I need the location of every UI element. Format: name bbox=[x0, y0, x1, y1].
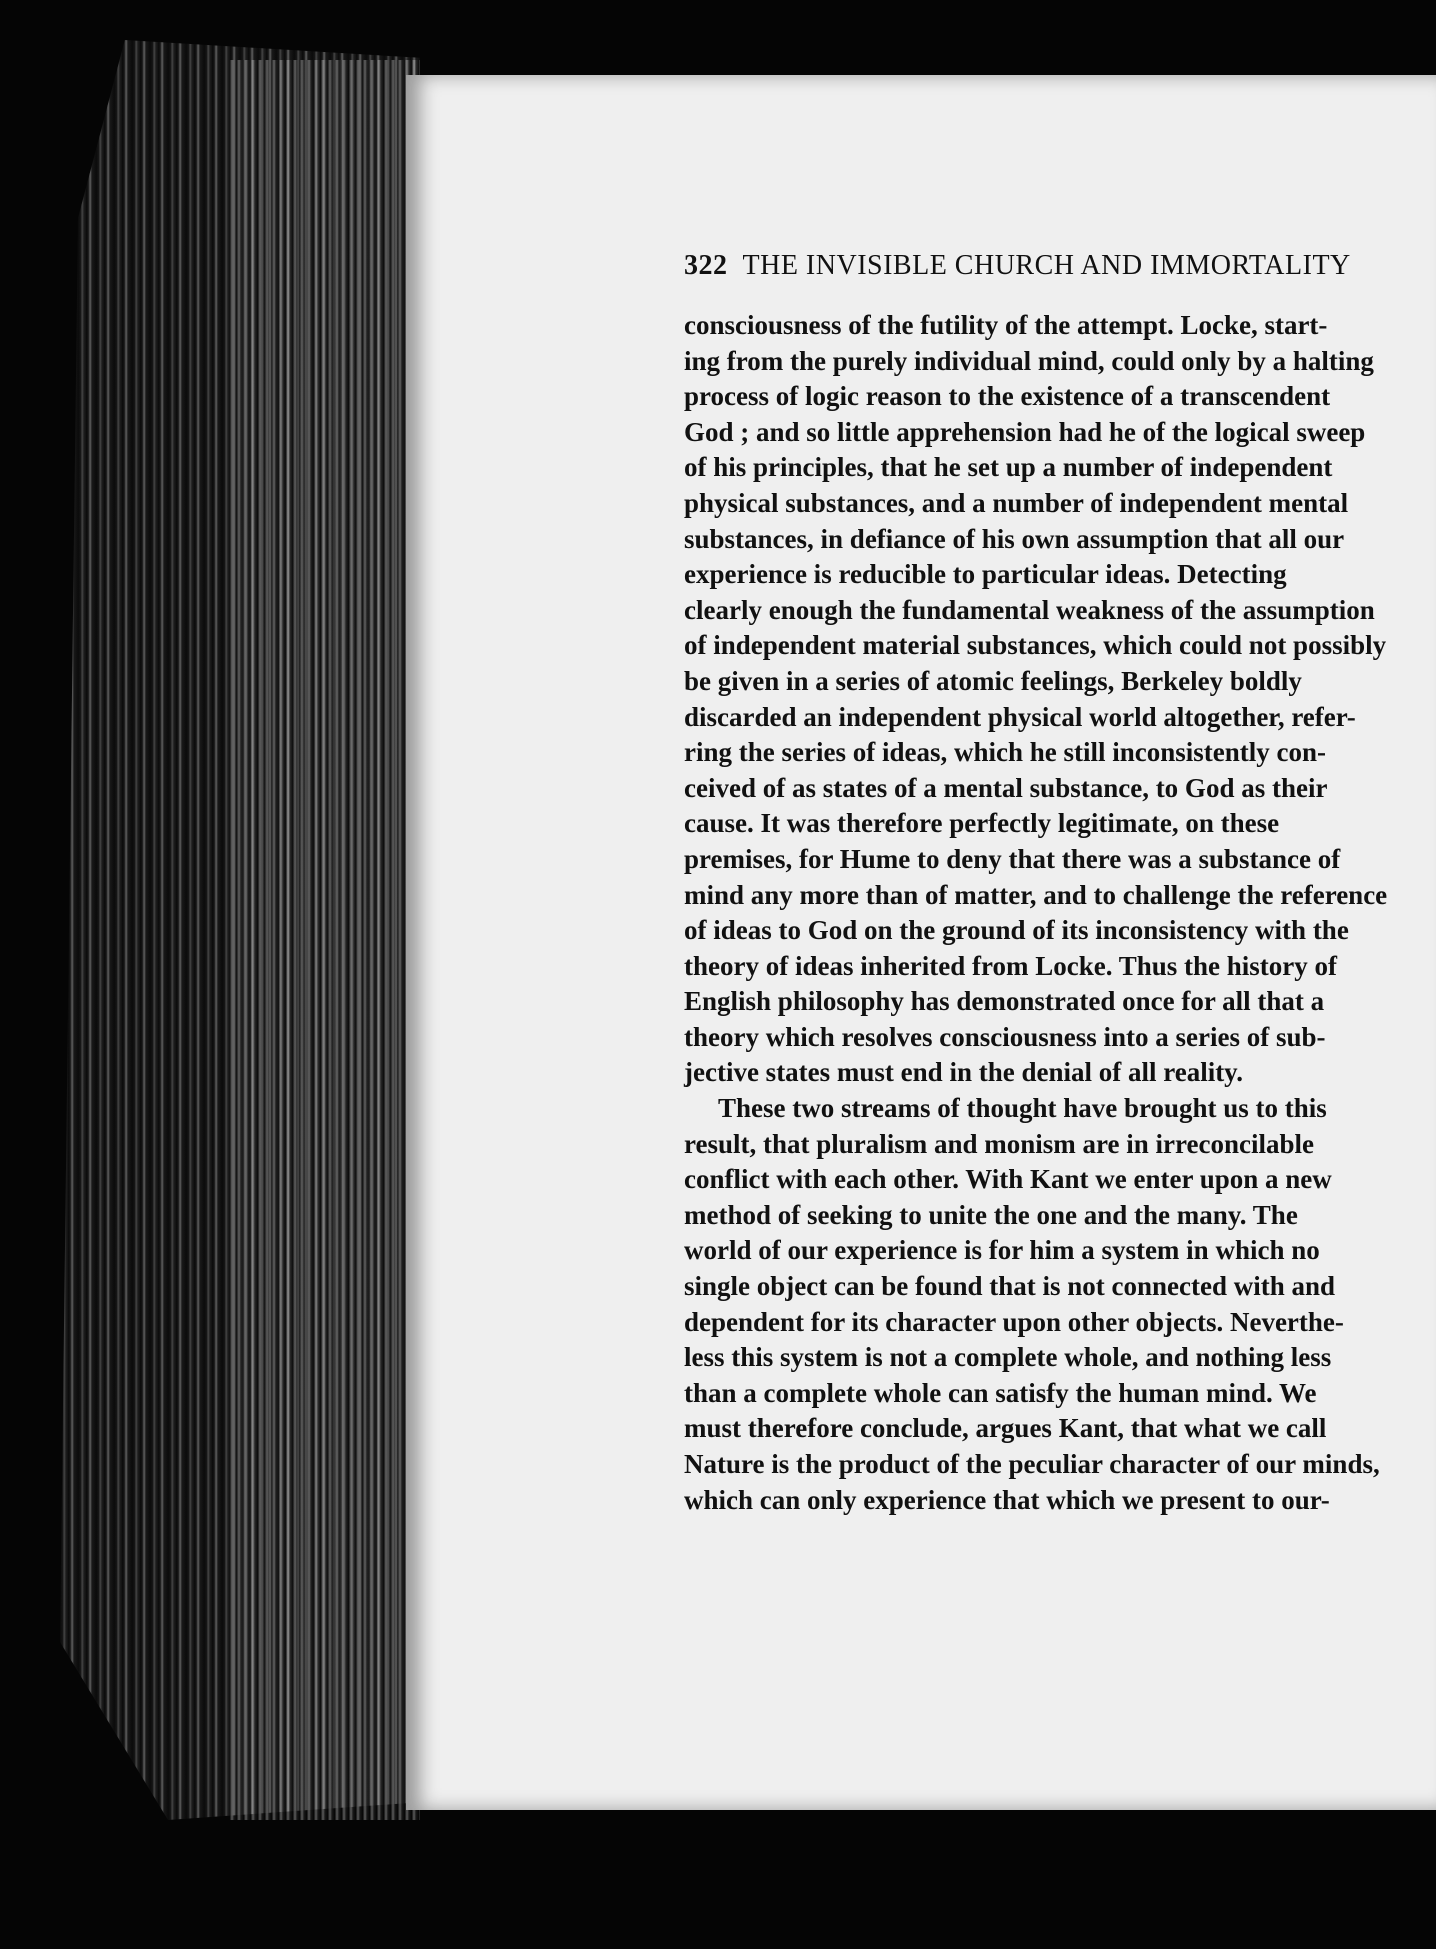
text-line: discarded an independent physical world altogether, refer- bbox=[684, 701, 1356, 732]
text-line: experience is reducible to particular ideas. Detecting bbox=[684, 559, 1287, 590]
text-line: substances, in defiance of his own assumption that all our bbox=[684, 523, 1345, 554]
page-number: 322 bbox=[684, 250, 728, 281]
text-line: theory of ideas inherited from Locke. Thus the history of bbox=[684, 950, 1337, 981]
text-line: dependent for its character upon other objects. Neverthe- bbox=[684, 1306, 1344, 1337]
text-line: clearly enough the fundamental weakness of the assumption bbox=[684, 594, 1375, 625]
page-header bbox=[684, 250, 1351, 282]
text-line: God ; and so little apprehension had he of the logical sweep bbox=[684, 416, 1366, 447]
text-line: process of logic reason to the existence of a transcendent bbox=[684, 381, 1331, 412]
text-line: physical substances, and a number of independent mental bbox=[684, 487, 1349, 518]
text-line: theory which resolves consciousness into a series of sub- bbox=[684, 1021, 1326, 1052]
text-line: English philosophy has demonstrated once for all that a bbox=[684, 986, 1325, 1017]
text-line: of independent material substances, which could not possibly bbox=[684, 630, 1387, 661]
text-line: jective states must end in the denial of all reality. bbox=[684, 1057, 1243, 1088]
text-line: result, that pluralism and monism are in irreconcilable bbox=[684, 1128, 1315, 1159]
text-line: Nature is the product of the peculiar character of our minds, bbox=[684, 1449, 1380, 1479]
text-line: less this system is not a complete whole, and nothing less bbox=[684, 1342, 1332, 1373]
text-line: These two streams of thought have brought us to this bbox=[718, 1093, 1327, 1124]
text-line: single object can be found that is not connected with and bbox=[684, 1271, 1336, 1302]
text-line: must therefore conclude, argues Kant, that what we call bbox=[684, 1413, 1327, 1444]
text-line: be given in a series of atomic feelings, Berkeley boldly bbox=[684, 665, 1302, 696]
text-line: cause. It was therefore perfectly legitimate, on these bbox=[684, 808, 1280, 839]
body-text bbox=[684, 308, 1436, 1518]
printed-page bbox=[406, 75, 1436, 1810]
text-line: which can only experience that which we present to our- bbox=[684, 1484, 1330, 1515]
text-line: ring the series of ideas, which he still inconsistently con- bbox=[684, 737, 1326, 768]
text-line: conflict with each other. With Kant we enter upon a new bbox=[684, 1164, 1332, 1195]
text-line: ing from the purely individual mind, could only by a halting bbox=[684, 345, 1374, 376]
text-line: premises, for Hume to deny that there was a substance of bbox=[684, 843, 1341, 874]
text-line: world of our experience is for him a system in which no bbox=[684, 1235, 1320, 1266]
text-line: mind any more than of matter, and to challenge the reference bbox=[684, 879, 1388, 910]
book-page-edges-highlight bbox=[230, 60, 420, 1820]
running-title: THE INVISIBLE CHURCH AND IMMORTALITY bbox=[742, 250, 1351, 281]
text-line: of ideas to God on the ground of its inconsistency with the bbox=[684, 915, 1349, 946]
text-line: of his principles, that he set up a number of independent bbox=[684, 452, 1333, 483]
text-line: than a complete whole can satisfy the human mind. We bbox=[684, 1377, 1317, 1408]
text-line: ceived of as states of a mental substance, to God as their bbox=[684, 772, 1328, 803]
text-line: consciousness of the futility of the attempt. Locke, start- bbox=[684, 310, 1328, 340]
text-line: method of seeking to unite the one and the many. The bbox=[684, 1199, 1298, 1230]
